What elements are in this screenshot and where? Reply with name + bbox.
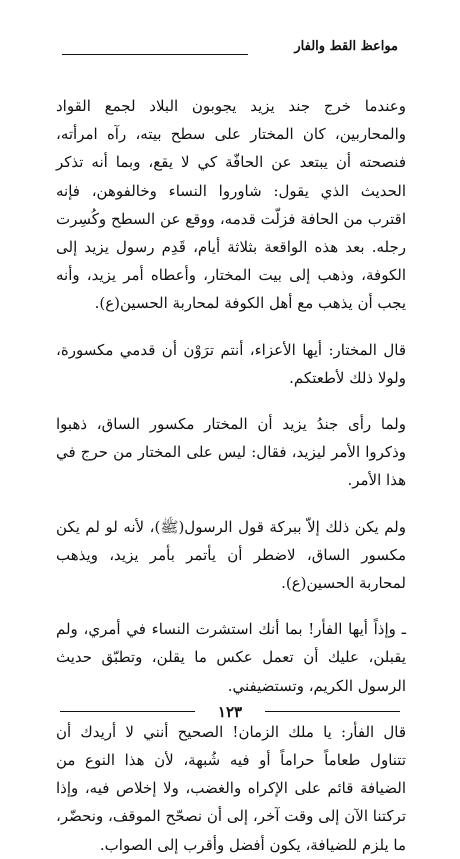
paragraph: ـ وإذاً أيها الفأر! بما أنك استشرت النساء في أمري، ولم يقبلن، عليك أن تعمل عكس ما يقلن، وتطبّق حديث الرسول الكريم، وتستضيفني. bbox=[56, 620, 406, 695]
paragraph: ولم يكن ذلك إلاّ ببركة قول الرسول(ﷺ)، لأنه لو لم يكن مكسور الساق، لاضطر أن يأتمر بأمر يزيد، ويذهب لمحاربة الحسين(ع). bbox=[56, 517, 406, 593]
paragraph: قال المختار: أيها الأعزاء، أنتم ترَوْن أن قدمي مكسورة، ولولا ذلك لأطعتكم. bbox=[56, 340, 406, 387]
page-footer bbox=[60, 702, 400, 722]
page-number: ١٢٣ bbox=[217, 703, 243, 721]
paragraph: وعندما خرج جند يزيد يجوبون البلاد لجمع القواد والمحاربين، كان المختار على سطح بيته، رآه امرأته، فنصحته أن يبتعد عن الحافّة كي لا يقع، وبما أنه تذكر الحديث الذي يقول: شاوروا النساء وخالفوهن، فإنه اقترب من الحافة فزلّت قدمه، ووقع عن السطح وكُسِرت رجله. بعد هذه الواقعة بثلاثة أيام، قَدِم رسول يزيد إلى الكوفة، وذهب إلى بيت المختار، وأعطاه أمر يزيد، وأنه يجب أن يذهب مع أهل الكوفة لمحاربة الحسين(ع). bbox=[56, 97, 406, 313]
header-rule bbox=[62, 54, 248, 55]
paragraph: ولما رأى جندُ يزيد أن المختار مكسور الساق، ذهبوا وذكروا الأمر ليزيد، فقال: ليس على المختار من حرج في هذا الأمر. bbox=[56, 415, 406, 490]
paragraph: قال الفأر: يا ملك الزمان! الصحيح أنني لا أريدك أن تتناول طعاماً حراماً أو فيه شُبهة، لأن هذا النوع من الضيافة قائم على الإكراه والغضب، ولا إخلاص فيه، وإذا تركتنا الآن إلى وقت آخر، إلى أن نصحّح الموقف، ونحضّر، ما يلزم للضيافة، يكون أفضل وأقرب إلى الصواب. bbox=[56, 722, 406, 854]
footer-rule-right bbox=[265, 711, 400, 712]
body-text bbox=[56, 92, 406, 859]
running-header bbox=[62, 38, 398, 60]
running-header-title: مواعظ القط والفار bbox=[294, 39, 398, 54]
